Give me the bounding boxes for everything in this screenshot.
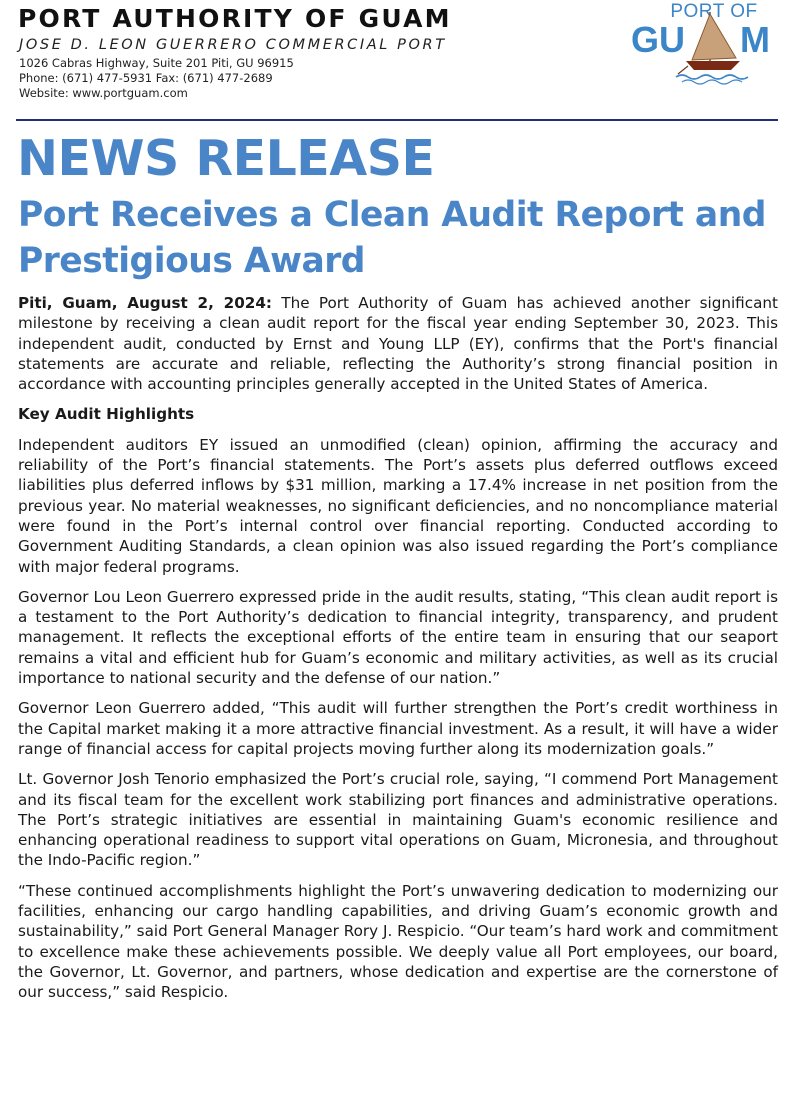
paragraph-lt-governor: Lt. Governor Josh Tenorio emphasized the Port’s crucial role, saying, “I commend Port Management and its fiscal team for the excellent work stabilizing port finances and administrative operations. The Port’s strategic initiatives are essential in maintaining Guam's economic resilience and enhancing operational readiness to support vital operations on Guam, Micronesia, and throughout the Indo-Pacific region.” bbox=[18, 770, 778, 870]
sailboat-icon bbox=[676, 12, 748, 84]
org-name: PORT AUTHORITY OF GUAM bbox=[18, 4, 452, 33]
header-divider bbox=[16, 119, 778, 121]
logo-text-left: GU bbox=[631, 19, 685, 60]
port-name: JOSE D. LEON GUERRERO COMMERCIAL PORT bbox=[19, 37, 447, 53]
lead-paragraph bbox=[18, 293, 778, 394]
article-body bbox=[18, 293, 778, 1013]
phone-fax: Phone: (671) 477-5931 Fax: (671) 477-2689 bbox=[19, 71, 273, 85]
address: 1026 Cabras Highway, Suite 201 Piti, GU 96915 bbox=[19, 56, 294, 70]
paragraph-general-manager: “These continued accomplishments highlight the Port’s unwavering dedication to modernizing our facilities, enhancing our cargo handling capabilities, and driving Guam’s economic growth and sustainability,” said Port General Manager Rory J. Respicio. “Our team’s hard work and commitment to excellence make these achievements possible. We deeply value all Port employees, our board, the Governor, Lt. Governor, and partners, whose dedication and expertise are the cornerstone of our success,” said Respicio. bbox=[18, 881, 778, 1002]
paragraph-audit-highlights: Independent auditors EY issued an unmodified (clean) opinion, affirming the accuracy and reliability of the Port’s financial statements. The Port’s assets plus deferred outflows exceed liabilities plus deferred inflows by $31 million, marking a 17.4% increase in net position from the previous year. No material weaknesses, no significant deficiencies, and no noncompliance material were found in the Port’s internal control over financial reporting. Conducted according to Government Auditing Standards, a clean opinion was also issued regarding the Port’s compliance with major federal programs. bbox=[18, 435, 778, 576]
headline: Port Receives a Clean Audit Report and Prestigious Award bbox=[18, 195, 766, 281]
news-release-label: NEWS RELEASE bbox=[17, 130, 435, 187]
port-of-guam-logo bbox=[628, 0, 778, 88]
logo-top-text: PORT OF bbox=[670, 1, 758, 22]
logo-text-right: M bbox=[740, 19, 770, 60]
lead-text: The Port Authority of Guam has achieved another significant milestone by receiving a clean audit report for the fiscal year ending September 30, 2023. This independent audit, conducted by Ernst and Young LLP (EY), confirms that the Port's financial statements are accurate and reliable, reflecting the Authority’s strong financial position in accordance with accounting principles generally accepted in the United States of America. bbox=[18, 294, 778, 394]
website: Website: www.portguam.com bbox=[19, 86, 188, 100]
section-heading: Key Audit Highlights bbox=[18, 405, 195, 424]
paragraph-governor-added: Governor Leon Guerrero added, “This audit will further strengthen the Port’s credit worthiness in the Capital market making it a more attractive financial investment. As a result, it will have a wider range of financial access for capital projects moving further along its modernization goals.” bbox=[18, 699, 778, 758]
paragraph-governor-quote: Governor Lou Leon Guerrero expressed pride in the audit results, stating, “This clean audit report is a testament to the Port Authority’s dedication to financial integrity, transparency, and prudent management. It reflects the exceptional efforts of the entire team in ensuring that our seaport remains a vital and efficient hub for Guam’s economic and military activities, as well as its crucial importance to national security and the defense of our nation.” bbox=[18, 587, 778, 688]
dateline: Piti, Guam, August 2, 2024: bbox=[18, 294, 272, 312]
